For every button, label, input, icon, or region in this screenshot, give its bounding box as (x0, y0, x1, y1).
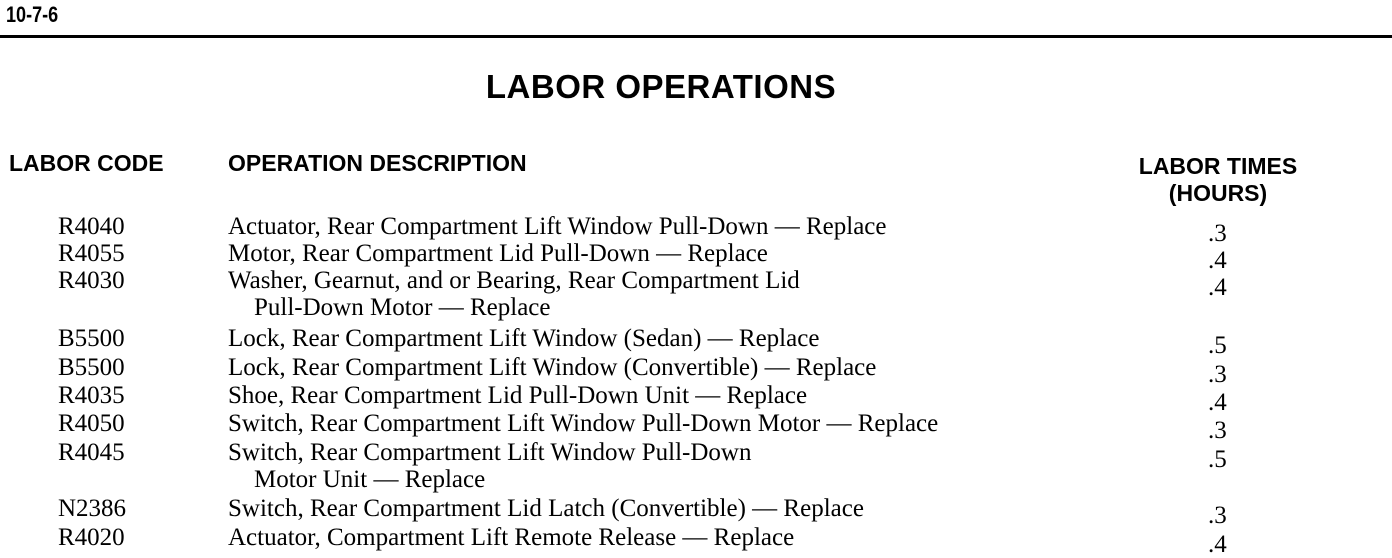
description-cell: Switch, Rear Compartment Lid Latch (Convertible) — Replace (228, 495, 864, 522)
labor-time-cell: .5 (1208, 332, 1227, 359)
labor-code-cell: R4020 (58, 524, 125, 551)
header-rule (0, 35, 1392, 38)
description-line1: Washer, Gearnut, and or Bearing, Rear Compartment Lid (228, 267, 800, 294)
labor-time-cell: .3 (1208, 417, 1227, 444)
labor-code-cell: B5500 (58, 354, 125, 381)
labor-operations-table (0, 213, 1392, 558)
labor-code-cell: B5500 (58, 325, 125, 352)
page-title: LABOR OPERATIONS (485, 68, 837, 105)
page-number: 10-7-6 (6, 2, 59, 27)
labor-time-cell: .3 (1208, 361, 1227, 388)
operation-description-header: OPERATION DESCRIPTION (228, 150, 527, 176)
table-row (0, 439, 1392, 495)
table-row (0, 495, 1392, 529)
description-cell: Actuator, Compartment Lift Remote Release — Replace (228, 524, 795, 551)
labor-code-header: LABOR CODE (9, 150, 164, 176)
description-cell (228, 267, 1108, 321)
labor-code-cell: R4040 (58, 213, 125, 240)
labor-code-cell: N2386 (58, 495, 127, 522)
description-cell: Actuator, Rear Compartment Lift Window Pull-Down — Replace (228, 213, 887, 240)
labor-code-cell: R4045 (58, 439, 125, 466)
labor-code-cell: R4035 (58, 382, 125, 409)
table-row (0, 240, 1392, 274)
labor-code-cell: R4030 (58, 267, 125, 294)
description-line1: Switch, Rear Compartment Lift Window Pull-Down (228, 439, 752, 466)
description-cell: Lock, Rear Compartment Lift Window (Convertible) — Replace (228, 354, 877, 381)
table-row (0, 267, 1392, 325)
labor-code-cell: R4055 (58, 240, 125, 267)
table-row (0, 213, 1392, 247)
description-line2: Pull-Down Motor — Replace (254, 294, 551, 321)
labor-code-cell: R4050 (58, 410, 125, 437)
table-row (0, 354, 1392, 388)
table-row (0, 410, 1392, 444)
description-cell (228, 439, 1108, 493)
table-row (0, 325, 1392, 359)
description-cell: Motor, Rear Compartment Lid Pull-Down — Replace (228, 240, 768, 267)
labor-time-cell: .3 (1208, 220, 1227, 247)
labor-times-header-line2: (HOURS) (1168, 180, 1268, 206)
description-cell: Shoe, Rear Compartment Lid Pull-Down Unit — Replace (228, 382, 808, 409)
description-cell: Lock, Rear Compartment Lift Window (Sedan) — Replace (228, 325, 820, 352)
table-row (0, 382, 1392, 416)
labor-time-cell: .5 (1208, 446, 1227, 473)
labor-times-header (1118, 153, 1318, 207)
labor-time-cell: .4 (1208, 247, 1227, 274)
description-line2: Motor Unit — Replace (254, 466, 486, 493)
labor-time-cell: .4 (1208, 531, 1227, 558)
labor-time-cell: .4 (1208, 274, 1227, 301)
labor-time-cell: .3 (1208, 502, 1227, 529)
table-row (0, 524, 1392, 558)
labor-time-cell: .4 (1208, 389, 1227, 416)
description-cell: Switch, Rear Compartment Lift Window Pull-Down Motor — Replace (228, 410, 939, 437)
labor-times-header-line1: LABOR TIMES (1138, 153, 1298, 179)
